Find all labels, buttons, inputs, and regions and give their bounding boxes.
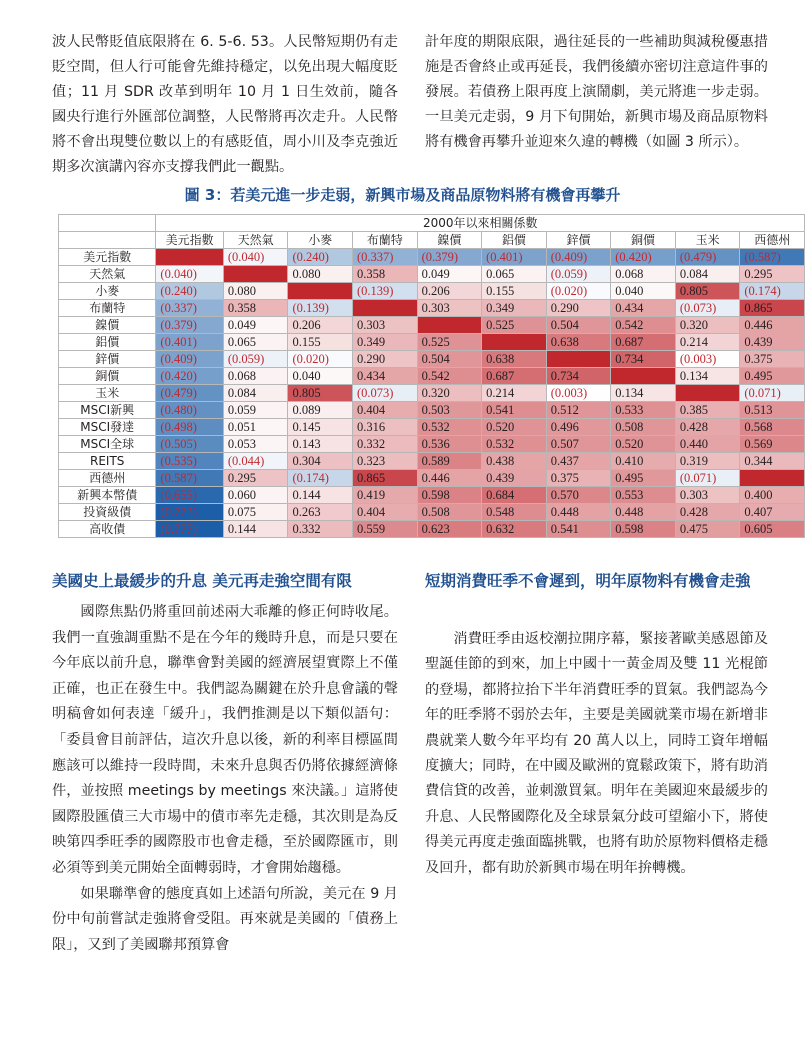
heatmap-cell: (0.479) xyxy=(675,249,740,266)
heatmap-cell: (0.379) xyxy=(156,317,223,334)
heatmap-row xyxy=(59,351,805,368)
heatmap-row xyxy=(59,402,805,419)
heatmap-cell: 0.053 xyxy=(223,436,288,453)
top-right-paragraph: 計年度的期限底限，過往延長的一些補助與減稅優惠措施是否會終止或再延長，我們後續亦密切注意這件事的發展。若債務上限再度上演鬧劇，美元將進一步走弱。一旦美元走弱，9 月下旬開始，新興市場及商品原物料將有機會再攀升並迎來久違的轉機（如圖 3 所示）。 xyxy=(425,34,768,150)
heatmap-cell: 0.349 xyxy=(482,300,547,317)
heatmap-cell: (0.240) xyxy=(156,283,223,300)
section-right-paragraph-1: 消費旺季由返校潮拉開序幕，緊接著歐美感恩節及聖誕佳節的到來，加上中國十一黃金周及雙 11 光棍節的登場，都將拉抬下半年消費旺季的買氣。我們認為今年的旺季將不弱於去年，主要是美國就業市場在新增非農就業人數今年平均有 20 萬人以上，同時工資年增幅度擴大；同時，在中國及歐洲的寬鬆政策下，將有助消費信貸的改善，並刺激買氣。明年在美國迎來最緩步的升息、人民幣國際化及全球景氣分歧可望縮小下，將使得美元再度走強面臨挑戰，也將有助於原物料價格走穩及回升，都有助於新興市場在明年拚轉機。 xyxy=(425,631,768,876)
heatmap-cell: 0.303 xyxy=(353,317,418,334)
heatmap-row xyxy=(59,249,805,266)
heatmap-cell: 0.358 xyxy=(223,300,288,317)
heatmap-cell: 0.440 xyxy=(675,436,740,453)
section-left-heading: 美國史上最緩步的升息 美元再走強空間有限 xyxy=(52,572,352,590)
heatmap-row-label: 玉米 xyxy=(59,385,156,402)
heatmap-row xyxy=(59,470,805,487)
heatmap-row xyxy=(59,283,805,300)
section-left-paragraph-1: 國際焦點仍將重回前述兩大乖離的修正何時收尾。我們一直強調重點不是在今年的幾時升息，而是只要在今年底以前升息，聯準會對美國的經濟展望實際上不僅正確，也正在發生中。我們認為關鍵在於升息會議的聲明稿會如何表達「緩升」，我們推測是以下類似語句：「委員會目前評估，這次升息以後，新的利率目標區間應該可以維持一段時間，未來升息與否仍將依據經濟條件，並按照 meetings by meetings 來決議。」這將使國際股匯債三大市場中的債市率先走穩，其次則是為反映第四季旺季的國際股市也會走穩，至於國際匯市，則必須等到美元開始全面轉弱時，才會開始趨穩。 xyxy=(52,604,398,876)
heatmap-cell: 0.605 xyxy=(740,521,805,538)
heatmap-cell: 0.542 xyxy=(611,317,676,334)
heatmap-cell: 0.541 xyxy=(482,402,547,419)
heatmap-cell: 0.495 xyxy=(740,368,805,385)
heatmap-cell: 0.520 xyxy=(482,419,547,436)
heatmap-cell: 0.206 xyxy=(288,317,353,334)
heatmap-cell: 0.533 xyxy=(611,402,676,419)
heatmap-row xyxy=(59,266,805,283)
heatmap-cell: 0.060 xyxy=(223,487,288,504)
heatmap-cell: 0.503 xyxy=(417,402,482,419)
heatmap-cell: (0.480) xyxy=(156,402,223,419)
heatmap-cell: 0.632 xyxy=(482,521,547,538)
heatmap-column-header: 鎳價 xyxy=(417,232,482,249)
heatmap-cell: 0.143 xyxy=(288,436,353,453)
heatmap-cell: 0.448 xyxy=(611,504,676,521)
heatmap-row-label: 天然氣 xyxy=(59,266,156,283)
heatmap-cell: 1.000 xyxy=(611,368,676,385)
heatmap-cell: 0.542 xyxy=(417,368,482,385)
heatmap-row-label: REITS xyxy=(59,453,156,470)
heatmap-cell: 0.084 xyxy=(223,385,288,402)
heatmap-row-label: 投資級債 xyxy=(59,504,156,521)
heatmap-cell: 0.295 xyxy=(223,470,288,487)
heatmap-corner xyxy=(59,215,156,232)
heatmap-cell: 0.532 xyxy=(417,419,482,436)
heatmap-row xyxy=(59,521,805,538)
heatmap-cell: 0.385 xyxy=(675,402,740,419)
heatmap-column-header: 西德州 xyxy=(740,232,805,249)
heatmap-cell: 0.638 xyxy=(546,334,611,351)
heatmap-cell: 0.263 xyxy=(288,504,353,521)
heatmap-cell: 0.513 xyxy=(740,402,805,419)
section-left-paragraph-2: 如果聯準會的態度真如上述語句所說，美元在 9 月份中旬前嘗試走強將會受阻。再來就是美國的「債務上限」，又到了美國聯邦預算會 xyxy=(52,885,398,953)
heatmap-cell: 1.000 xyxy=(223,266,288,283)
heatmap-row-label: 鎳價 xyxy=(59,317,156,334)
heatmap-cell: (0.020) xyxy=(288,351,353,368)
heatmap-cell: 1.000 xyxy=(740,470,805,487)
heatmap-cell: 0.638 xyxy=(482,351,547,368)
heatmap-row xyxy=(59,436,805,453)
heatmap-row xyxy=(59,385,805,402)
heatmap-cell: 0.446 xyxy=(740,317,805,334)
heatmap-cell: (0.040) xyxy=(223,249,288,266)
heatmap-cell: 0.428 xyxy=(675,504,740,521)
section-right-body xyxy=(425,627,768,881)
heatmap-cell: 0.059 xyxy=(223,402,288,419)
heatmap-row-label: 布蘭特 xyxy=(59,300,156,317)
heatmap-row xyxy=(59,504,805,521)
heatmap-row-label: 銅價 xyxy=(59,368,156,385)
heatmap-cell: 0.568 xyxy=(740,419,805,436)
heatmap-cell: 0.687 xyxy=(482,368,547,385)
heatmap-cell: 0.559 xyxy=(353,521,418,538)
heatmap-cell: (0.655) xyxy=(156,487,223,504)
heatmap-cell: (0.059) xyxy=(546,266,611,283)
heatmap-cell: (0.420) xyxy=(156,368,223,385)
heatmap-cell: 0.065 xyxy=(223,334,288,351)
heatmap-cell: (0.139) xyxy=(353,283,418,300)
heatmap-row-label: 小麥 xyxy=(59,283,156,300)
heatmap-cell: 1.000 xyxy=(482,334,547,351)
heatmap-cell: 0.805 xyxy=(675,283,740,300)
heatmap-row-label: 西德州 xyxy=(59,470,156,487)
heatmap-row-label: 鋁價 xyxy=(59,334,156,351)
heatmap-cell: 0.428 xyxy=(675,419,740,436)
heatmap-cell: 0.438 xyxy=(482,453,547,470)
heatmap-cell: (0.587) xyxy=(156,470,223,487)
heatmap-cell: (0.003) xyxy=(675,351,740,368)
heatmap-row-label: 高收債 xyxy=(59,521,156,538)
heatmap-cell: 0.548 xyxy=(482,504,547,521)
heatmap-cell: (0.409) xyxy=(546,249,611,266)
heatmap-cell: 0.504 xyxy=(417,351,482,368)
heatmap-cell: 0.155 xyxy=(482,283,547,300)
heatmap-cell: 0.344 xyxy=(740,453,805,470)
correlation-heatmap xyxy=(58,214,805,538)
heatmap-cell: 0.520 xyxy=(611,436,676,453)
heatmap-cell: 1.000 xyxy=(288,283,353,300)
heatmap-cell: 0.504 xyxy=(546,317,611,334)
heatmap-cell: 0.512 xyxy=(546,402,611,419)
figure-title: 圖 3：若美元進一步走弱，新興市場及商品原物料將有機會再攀升 xyxy=(184,186,621,204)
heatmap-title-row xyxy=(59,215,805,232)
heatmap-cell: (0.505) xyxy=(156,436,223,453)
heatmap-cell: 0.134 xyxy=(675,368,740,385)
heatmap-row-label: MSCI發達 xyxy=(59,419,156,436)
heatmap-cell: 0.144 xyxy=(223,521,288,538)
heatmap-cell: (0.401) xyxy=(156,334,223,351)
heatmap-column-header: 鋁價 xyxy=(482,232,547,249)
heatmap-cell: 0.437 xyxy=(546,453,611,470)
heatmap-cell: (0.044) xyxy=(223,453,288,470)
heatmap-cell: 0.295 xyxy=(740,266,805,283)
heatmap-cell: 0.400 xyxy=(740,487,805,504)
heatmap-cell: 0.304 xyxy=(288,453,353,470)
heatmap-body xyxy=(59,249,805,538)
heatmap-cell: 0.290 xyxy=(353,351,418,368)
heatmap-row-label: MSCI新興 xyxy=(59,402,156,419)
heatmap-cell: (0.420) xyxy=(611,249,676,266)
heatmap-cell: 0.865 xyxy=(740,300,805,317)
heatmap-column-header: 天然氣 xyxy=(223,232,288,249)
heatmap-cell: 0.080 xyxy=(223,283,288,300)
heatmap-cell: 1.000 xyxy=(675,385,740,402)
heatmap-cell: 0.598 xyxy=(611,521,676,538)
heatmap-cell: 0.089 xyxy=(288,402,353,419)
heatmap-cell: 0.805 xyxy=(288,385,353,402)
heatmap-cell: (0.409) xyxy=(156,351,223,368)
heatmap-cell: 0.080 xyxy=(288,266,353,283)
heatmap-cell: (0.240) xyxy=(288,249,353,266)
heatmap-cell: 0.598 xyxy=(417,487,482,504)
heatmap-cell: 0.541 xyxy=(546,521,611,538)
heatmap-cell: 0.496 xyxy=(546,419,611,436)
heatmap-cell: 0.404 xyxy=(353,402,418,419)
heatmap-cell: 0.049 xyxy=(223,317,288,334)
heatmap-cell: 0.319 xyxy=(675,453,740,470)
heatmap-cell: 0.214 xyxy=(675,334,740,351)
heatmap-column-header: 小麥 xyxy=(288,232,353,249)
heatmap-cell: 0.508 xyxy=(611,419,676,436)
heatmap-cell: (0.071) xyxy=(740,385,805,402)
heatmap-row xyxy=(59,334,805,351)
heatmap-cell: 0.865 xyxy=(353,470,418,487)
heatmap-cell: 0.589 xyxy=(417,453,482,470)
heatmap-cell: (0.337) xyxy=(353,249,418,266)
heatmap-cell: (0.401) xyxy=(482,249,547,266)
heatmap-cell: 0.332 xyxy=(288,521,353,538)
heatmap-cell: (0.777) xyxy=(156,521,223,538)
heatmap-cell: (0.479) xyxy=(156,385,223,402)
heatmap-column-header: 鋅價 xyxy=(546,232,611,249)
heatmap-cell: (0.587) xyxy=(740,249,805,266)
heatmap-cell: 0.375 xyxy=(740,351,805,368)
heatmap-cell: 0.525 xyxy=(417,334,482,351)
heatmap-cell: 0.475 xyxy=(675,521,740,538)
heatmap-cell: 0.375 xyxy=(546,470,611,487)
heatmap-corner-2 xyxy=(59,232,156,249)
heatmap-cell: 0.439 xyxy=(482,470,547,487)
heatmap-cell: (0.040) xyxy=(156,266,223,283)
heatmap-title: 2000年以來相關係數 xyxy=(156,215,805,232)
heatmap-cell: 0.065 xyxy=(482,266,547,283)
heatmap-row xyxy=(59,300,805,317)
heatmap-cell: 0.553 xyxy=(611,487,676,504)
heatmap-cell: 0.051 xyxy=(223,419,288,436)
top-left-column xyxy=(52,30,398,180)
heatmap-cell: (0.337) xyxy=(156,300,223,317)
heatmap-cell: (0.773) xyxy=(156,504,223,521)
heatmap-row xyxy=(59,453,805,470)
heatmap-cell: 0.068 xyxy=(223,368,288,385)
heatmap-cell: 0.532 xyxy=(482,436,547,453)
heatmap-cell: (0.003) xyxy=(546,385,611,402)
heatmap-cell: (0.020) xyxy=(546,283,611,300)
heatmap-cell: 0.075 xyxy=(223,504,288,521)
section-left-body xyxy=(52,600,398,958)
heatmap-cell: 0.507 xyxy=(546,436,611,453)
heatmap-column-header: 銅價 xyxy=(611,232,676,249)
heatmap-cell: (0.379) xyxy=(417,249,482,266)
heatmap-cell: 0.206 xyxy=(417,283,482,300)
heatmap-cell: 0.508 xyxy=(417,504,482,521)
heatmap-cell: 0.434 xyxy=(611,300,676,317)
heatmap-cell: 0.303 xyxy=(675,487,740,504)
heatmap-cell: 0.068 xyxy=(611,266,676,283)
heatmap-cell: 0.434 xyxy=(353,368,418,385)
heatmap-cell: 0.144 xyxy=(288,487,353,504)
heatmap-cell: 1.000 xyxy=(156,249,223,266)
heatmap-cell: 0.734 xyxy=(611,351,676,368)
heatmap-cell: (0.059) xyxy=(223,351,288,368)
heatmap-cell: 0.687 xyxy=(611,334,676,351)
heatmap-row xyxy=(59,487,805,504)
heatmap-cell: 0.734 xyxy=(546,368,611,385)
heatmap-cell: 0.536 xyxy=(417,436,482,453)
heatmap-row-label: 鋅價 xyxy=(59,351,156,368)
heatmap-cell: (0.498) xyxy=(156,419,223,436)
heatmap-cell: 0.419 xyxy=(353,487,418,504)
heatmap-column-header: 布蘭特 xyxy=(353,232,418,249)
heatmap-column-headers xyxy=(59,232,805,249)
heatmap-cell: 0.407 xyxy=(740,504,805,521)
heatmap-cell: 0.320 xyxy=(675,317,740,334)
heatmap-cell: (0.073) xyxy=(675,300,740,317)
heatmap-cell: 0.525 xyxy=(482,317,547,334)
heatmap-cell: 0.290 xyxy=(546,300,611,317)
heatmap-cell: (0.174) xyxy=(740,283,805,300)
heatmap-column-header: 玉米 xyxy=(675,232,740,249)
heatmap-cell: (0.139) xyxy=(288,300,353,317)
heatmap-cell: 0.404 xyxy=(353,504,418,521)
heatmap-cell: (0.073) xyxy=(353,385,418,402)
heatmap-row xyxy=(59,419,805,436)
heatmap-cell: (0.071) xyxy=(675,470,740,487)
heatmap-cell: 0.316 xyxy=(353,419,418,436)
heatmap-cell: 0.410 xyxy=(611,453,676,470)
heatmap-cell: 1.000 xyxy=(353,300,418,317)
heatmap-cell: 0.049 xyxy=(417,266,482,283)
heatmap-cell: 0.570 xyxy=(546,487,611,504)
top-left-paragraph: 波人民幣貶值底限將在 6. 5-6. 53。人民幣短期仍有走貶空間，但人行可能會先維持穩定，以免出現大幅度貶值；11 月 SDR 改革到明年 10 月 1 日生效前，隨各國央行進行外匯部位調整，人民幣將再次走升。人民幣將不會出現雙位數以上的有感貶值，周小川及李克強近期多次演講內容亦支撐我們此一觀點。 xyxy=(52,34,398,175)
heatmap-cell: 0.439 xyxy=(740,334,805,351)
heatmap-cell: 1.000 xyxy=(546,351,611,368)
heatmap-cell: 0.358 xyxy=(353,266,418,283)
heatmap-cell: 0.569 xyxy=(740,436,805,453)
heatmap-cell: 0.446 xyxy=(417,470,482,487)
heatmap-row-label: 新興本幣債 xyxy=(59,487,156,504)
heatmap-row xyxy=(59,368,805,385)
heatmap-cell: (0.535) xyxy=(156,453,223,470)
heatmap-column-header: 美元指數 xyxy=(156,232,223,249)
heatmap-cell: 0.495 xyxy=(611,470,676,487)
section-right-heading: 短期消費旺季不會遲到，明年原物料有機會走強 xyxy=(425,572,751,590)
heatmap-cell: 0.155 xyxy=(288,334,353,351)
heatmap-cell: 0.349 xyxy=(353,334,418,351)
heatmap-cell: 0.084 xyxy=(675,266,740,283)
heatmap-cell: 0.448 xyxy=(546,504,611,521)
top-right-column xyxy=(425,30,768,155)
heatmap-cell: 0.320 xyxy=(417,385,482,402)
heatmap-cell: 0.684 xyxy=(482,487,547,504)
heatmap-cell: 0.134 xyxy=(611,385,676,402)
heatmap-cell: 0.040 xyxy=(288,368,353,385)
heatmap-cell: 0.332 xyxy=(353,436,418,453)
heatmap-cell: 0.303 xyxy=(417,300,482,317)
heatmap-row xyxy=(59,317,805,334)
heatmap-cell: (0.174) xyxy=(288,470,353,487)
heatmap-cell: 0.040 xyxy=(611,283,676,300)
heatmap-cell: 0.145 xyxy=(288,419,353,436)
heatmap-row-label: MSCI全球 xyxy=(59,436,156,453)
heatmap-cell: 0.323 xyxy=(353,453,418,470)
heatmap-cell: 1.000 xyxy=(417,317,482,334)
heatmap-cell: 0.623 xyxy=(417,521,482,538)
heatmap-row-label: 美元指數 xyxy=(59,249,156,266)
heatmap-cell: 0.214 xyxy=(482,385,547,402)
